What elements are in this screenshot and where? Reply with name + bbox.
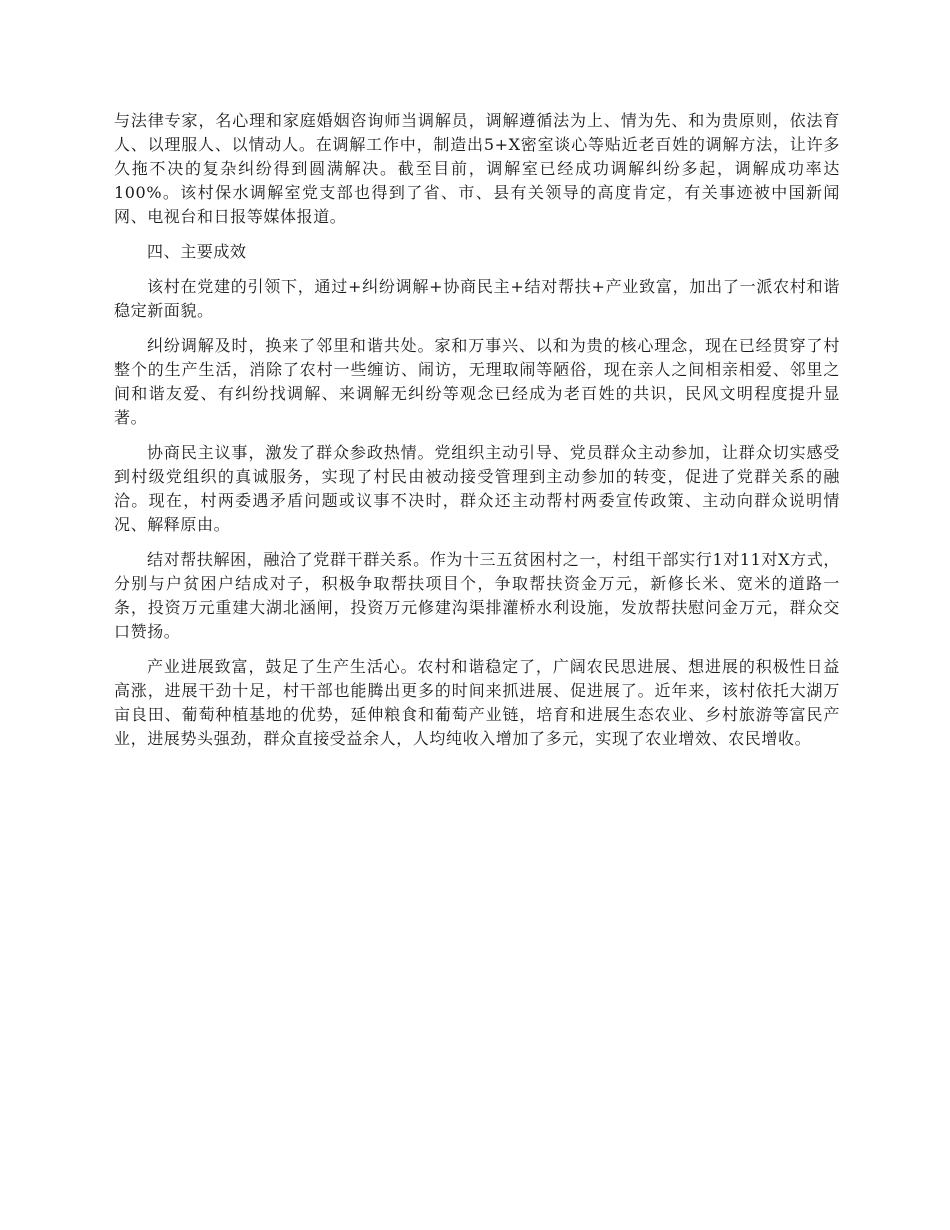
section-heading-main-results: 四、主要成效 (147, 242, 247, 261)
paragraph-mediation-details: 与法律专家，名心理和家庭婚姻咨询师当调解员，调解遵循法为上、情为先、和为贵原则，依法育人、以理服人、以情动人。在调解工作中，制造出5+X密室谈心等贴近老百姓的调解方法，让许多久拖不决的复杂纠纷得到圆满解决。截至目前，调解室已经成功调解纠纷多起，调解成功率达100%。该村保水调解室党支部也得到了省、市、县有关领导的高度肯定，有关事迹被中国新闻网、电视台和日报等媒体报道。 (114, 111, 840, 226)
document-body (114, 109, 840, 762)
paragraph-results-overview: 该村在党建的引领下，通过+纠纷调解+协商民主+结对帮扶+产业致富，加出了一派农村和谐稳定新面貌。 (114, 277, 840, 320)
paragraph-industry-development: 产业进展致富，鼓足了生产生活心。农村和谐稳定了，广阔农民思进展、想进展的积极性日益高涨，进展干劲十足，村干部也能腾出更多的时间来抓进展、促进展了。近年来，该村依托大湖万亩良田、葡萄种植基地的优势，延伸粮食和葡萄产业链，培育和进展生态农业、乡村旅游等富民产业，进展势头强劲，群众直接受益余人，人均纯收入增加了多元，实现了农业增效、农民增收。 (114, 657, 840, 748)
paragraph-dispute-mediation: 纠纷调解及时，换来了邻里和谐共处。家和万事兴、以和为贵的核心理念，现在已经贯穿了村整个的生产生活，消除了农村一些缠访、闹访，无理取闹等陋俗，现在亲人之间相亲相爱、邻里之间和谐友爱、有纠纷找调解、来调解无纠纷等观念已经成为老百姓的共识，民风文明程度提升显著。 (114, 336, 840, 427)
paragraph-consultative-democracy: 协商民主议事，激发了群众参政热情。党组织主动引导、党员群众主动参加，让群众切实感受到村级党组织的真诚服务，实现了村民由被动接受管理到主动参加的转变，促进了党群关系的融洽。现在，村两委遇矛盾问题或议事不决时，群众还主动帮村两委宣传政策、主动向群众说明情况、解释原由。 (114, 443, 840, 534)
paragraph-paired-assistance: 结对帮扶解困，融洽了党群干群关系。作为十三五贫困村之一，村组干部实行1对11对X方式，分别与户贫困户结成对子，积极争取帮扶项目个，争取帮扶资金万元，新修长米、宽米的道路一条，投资万元重建大湖北涵闸，投资万元修建沟渠排灌桥水利设施，发放帮扶慰问金万元，群众交口赞扬。 (114, 550, 840, 641)
